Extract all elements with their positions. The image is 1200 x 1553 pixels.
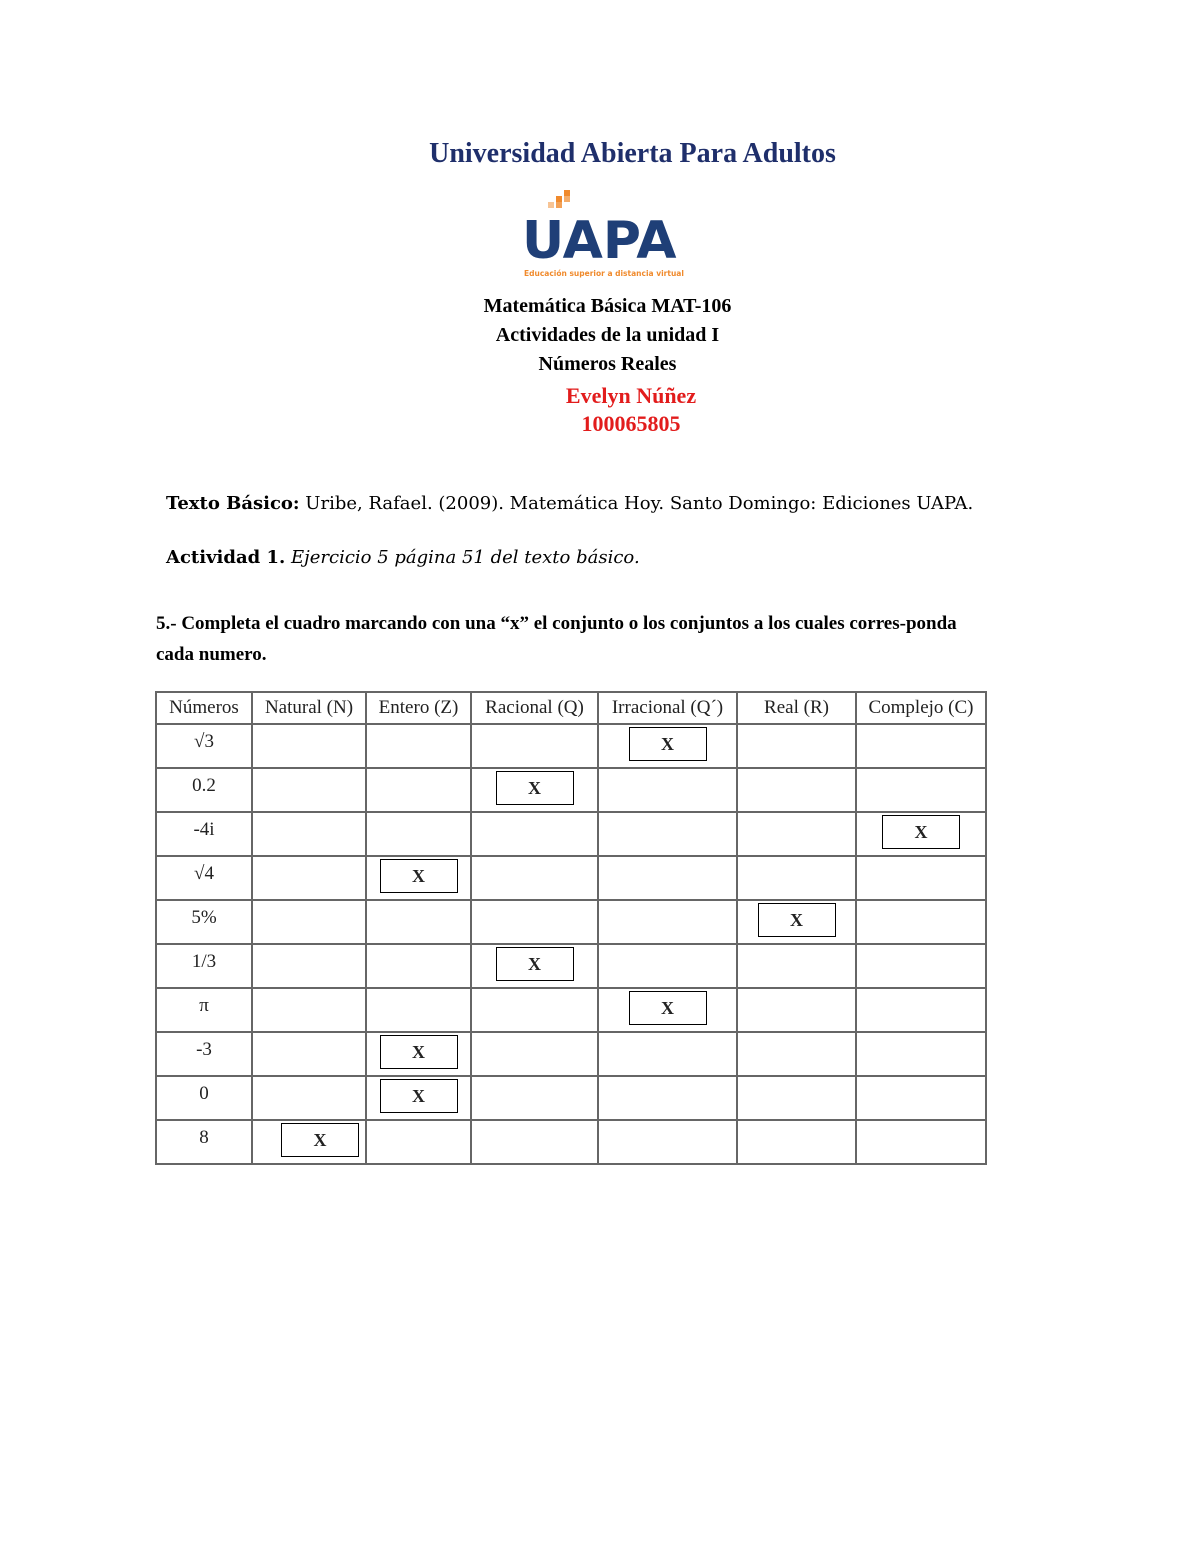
x-mark: X [496,771,574,805]
cell-racional [471,900,598,944]
header-entero: Entero (Z) [366,692,471,724]
table-body [156,724,986,1164]
header-irracional: Irracional (Q´) [598,692,737,724]
cell-entero [366,988,471,1032]
cell-racional [471,724,598,768]
activity-label: Actividad 1. [166,547,286,568]
table-row [156,944,986,988]
cell-complejo [856,1032,986,1076]
cell-real [737,900,856,944]
table-row [156,1076,986,1120]
table-row [156,988,986,1032]
cell-natural [252,856,366,900]
cell-real [737,856,856,900]
x-mark: X [629,727,707,761]
cell-entero [366,1076,471,1120]
activity-line [166,547,640,568]
cell-real [737,1076,856,1120]
header-real: Real (R) [737,692,856,724]
cell-natural [252,988,366,1032]
cell-irracional [598,724,737,768]
cell-racional [471,1032,598,1076]
student-name: Evelyn Núñez [565,383,697,408]
header-natural: Natural (N) [252,692,366,724]
cell-entero [366,900,471,944]
table-row [156,1120,986,1164]
cell-natural [252,900,366,944]
cell-entero [366,812,471,856]
logo-wordmark: UAPA [522,211,677,271]
cell-irracional [598,768,737,812]
cell-racional [471,944,598,988]
table-row [156,812,986,856]
cell-racional [471,1120,598,1164]
table-row [156,724,986,768]
cell-real [737,768,856,812]
x-mark: X [380,1035,458,1069]
number-cell: √4 [156,856,252,900]
number-cell: √3 [156,724,252,768]
cell-entero [366,724,471,768]
cell-complejo [856,1120,986,1164]
number-sets-table [155,691,987,1165]
x-mark: X [629,991,707,1025]
x-mark: X [380,1079,458,1113]
number-cell: 0.2 [156,768,252,812]
cell-irracional [598,1076,737,1120]
x-mark: X [496,947,574,981]
cell-irracional [598,988,737,1032]
cell-racional [471,988,598,1032]
header-complejo: Complejo (C) [856,692,986,724]
table-header-row [156,692,986,724]
cell-racional [471,1076,598,1120]
cell-complejo [856,768,986,812]
x-mark: X [882,815,960,849]
number-cell: π [156,988,252,1032]
cell-natural [252,1032,366,1076]
number-cell: 5% [156,900,252,944]
table-row [156,900,986,944]
x-mark: X [758,903,836,937]
topic-title: Números Reales [538,353,677,375]
cell-natural [252,768,366,812]
student-id: 100065805 [581,411,681,436]
table-row [156,768,986,812]
table-row [156,856,986,900]
header-numbers: Números [156,692,252,724]
cell-complejo [856,988,986,1032]
cell-irracional [598,812,737,856]
activities-title: Actividades de la unidad I [495,324,720,346]
cell-irracional [598,1032,737,1076]
cell-natural [252,1120,366,1164]
cell-entero [366,1120,471,1164]
cell-irracional [598,944,737,988]
x-mark: X [281,1123,359,1157]
cell-real [737,1032,856,1076]
cell-entero [366,768,471,812]
cell-complejo [856,900,986,944]
course-title: Matemática Básica MAT-106 [483,295,732,317]
cell-real [737,1120,856,1164]
table-row [156,1032,986,1076]
reference-label: Texto Básico: [166,493,300,514]
number-cell: -4i [156,812,252,856]
cell-irracional [598,900,737,944]
cell-natural [252,1076,366,1120]
cell-complejo [856,856,986,900]
cell-natural [252,944,366,988]
number-cell: -3 [156,1032,252,1076]
university-title: Universidad Abierta Para Adultos [429,138,836,169]
cell-real [737,724,856,768]
cell-entero [366,856,471,900]
logo-tagline: Educación superior a distancia virtual [524,269,684,278]
number-cell: 0 [156,1076,252,1120]
reference-text: Uribe, Rafael. (2009). Matemática Hoy. Santo Domingo: Ediciones UAPA. [305,493,974,514]
cell-complejo [856,812,986,856]
cell-entero [366,944,471,988]
cell-real [737,988,856,1032]
cell-complejo [856,1076,986,1120]
exercise-instructions: 5.- Completa el cuadro marcando con una “x” el conjunto o los conjuntos a los cuales corres-ponda cada numero. [156,613,957,665]
activity-text: Ejercicio 5 página 51 del texto básico. [291,547,640,568]
cell-complejo [856,944,986,988]
header-racional: Racional (Q) [471,692,598,724]
number-cell: 1/3 [156,944,252,988]
cell-racional [471,856,598,900]
cell-real [737,812,856,856]
cell-real [737,944,856,988]
cell-racional [471,768,598,812]
cell-natural [252,812,366,856]
cell-entero [366,1032,471,1076]
cell-complejo [856,724,986,768]
cell-irracional [598,856,737,900]
number-cell: 8 [156,1120,252,1164]
uapa-logo [520,186,700,281]
reference-line [166,493,973,514]
cell-racional [471,812,598,856]
x-mark: X [380,859,458,893]
cell-irracional [598,1120,737,1164]
cell-natural [252,724,366,768]
